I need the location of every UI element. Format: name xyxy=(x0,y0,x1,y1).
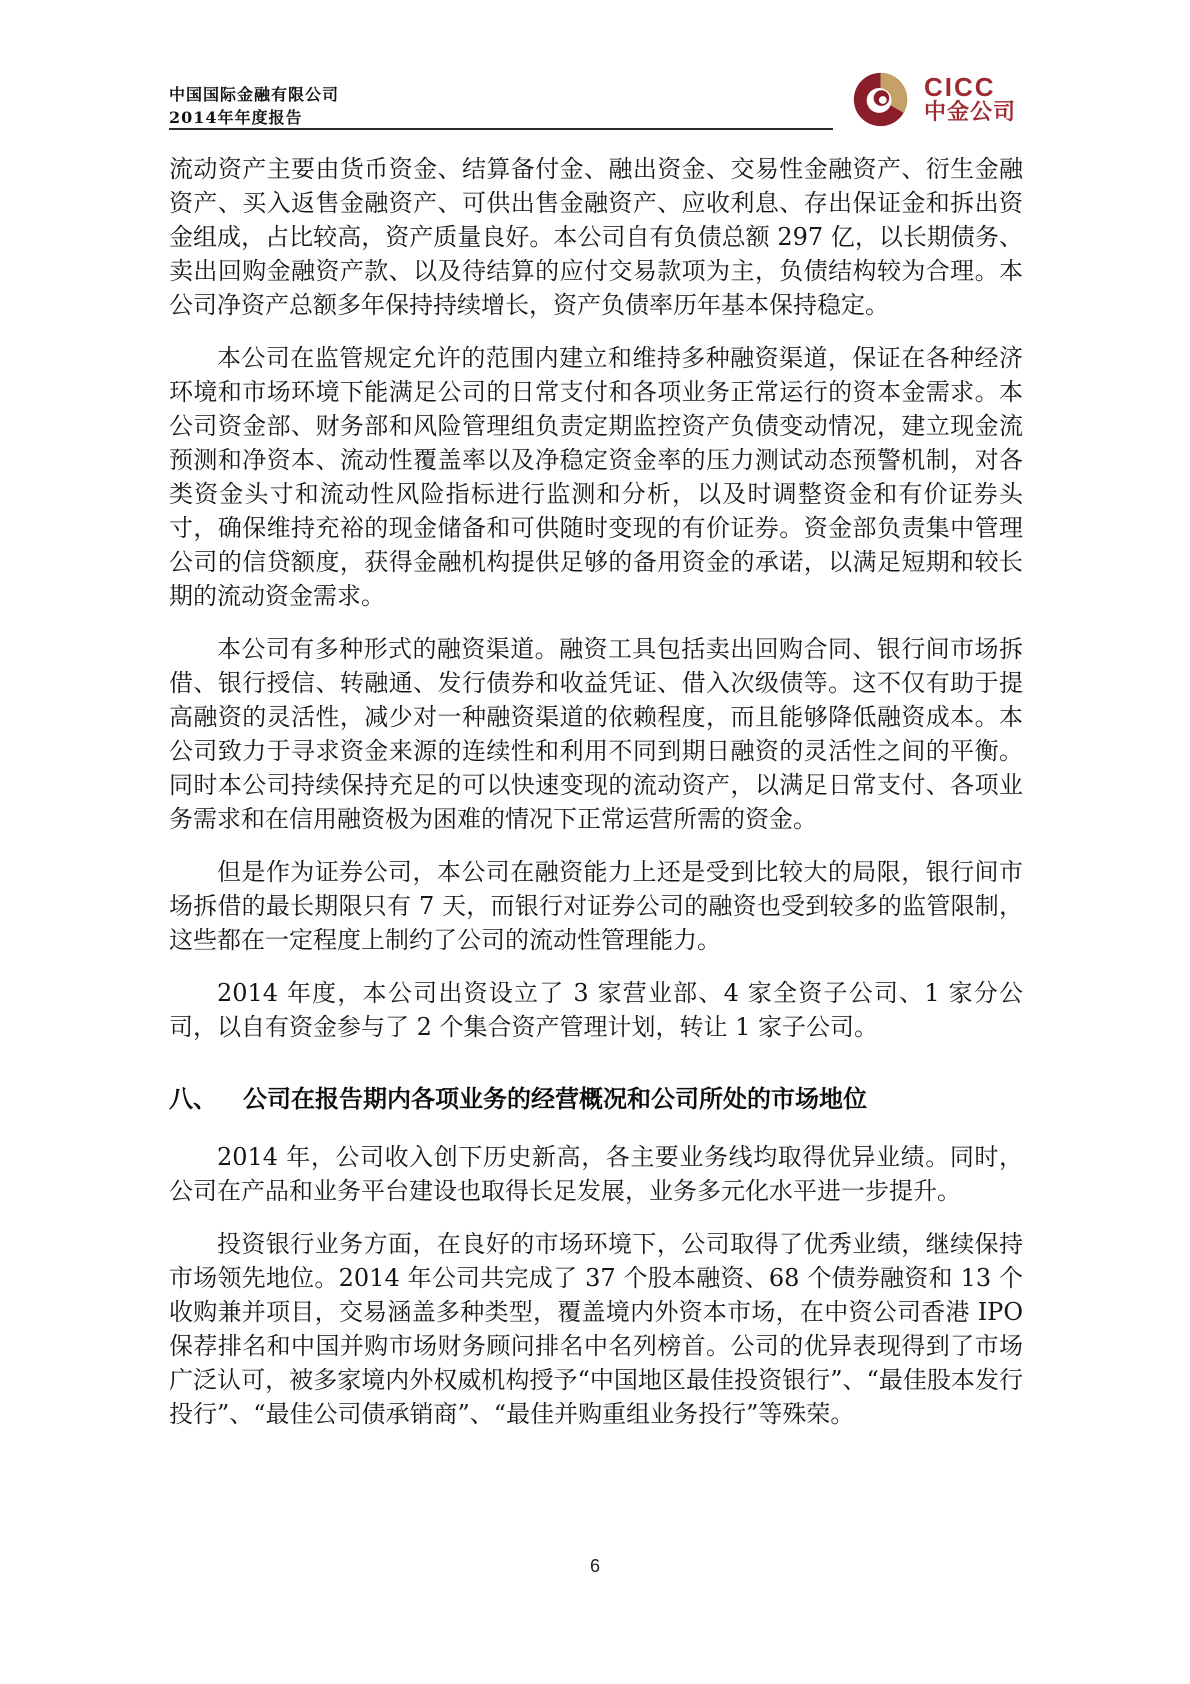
logo-text-cn: 中金公司 xyxy=(924,98,1017,125)
paragraph-2014-establishments: 2014 年度，本公司出资设立了 3 家营业部、4 家全资子公司、1 家分公司，以自有资金参与了 2 个集合资产管理计划，转让 1 家子公司。 xyxy=(169,979,1023,1041)
paragraph-financing-limits: 但是作为证券公司，本公司在融资能力上还是受到比较大的局限，银行间市场拆借的最长期限只有 7 天，而银行对证券公司的融资也受到较多的监管限制，这些都在一定程度上制约了公司的流动性管理能力。 xyxy=(169,858,1023,954)
logo-text-en: CICC xyxy=(924,71,996,102)
page-header xyxy=(169,84,833,128)
paragraph-liquid-assets: 流动资产主要由货币资金、结算备付金、融出资金、交易性金融资产、衍生金融资产、买入返售金融资产、可供出售金融资产、应收利息、存出保证金和拆出资金组成，占比较高，资产质量良好。本公司自有负债总额 297 亿，以长期债务、卖出回购金融资产款、以及待结算的应付交易款项为主，负债结构较为合理。本公司净资产总额多年保持持续增长，资产负债率历年基本保持稳定。 xyxy=(169,155,1023,319)
page-number: 6 xyxy=(589,1556,600,1576)
section-number: 八、 xyxy=(169,1084,217,1113)
report-title: 2014年年度报告 xyxy=(169,108,303,127)
page-footer xyxy=(0,1556,1190,1577)
paragraph-2014-results: 2014 年，公司收入创下历史新高，各主要业务线均取得优异业绩。同时，公司在产品和业务平台建设也取得长足发展，业务多元化水平进一步提升。 xyxy=(169,1143,1023,1205)
cicc-logo-icon xyxy=(852,71,909,128)
logo-wordmark xyxy=(924,71,1017,125)
company-name: 中国国际金融有限公司 xyxy=(169,85,340,104)
cicc-logo xyxy=(852,71,1016,128)
paragraph-investment-banking: 投资银行业务方面，在良好的市场环境下，公司取得了优秀业绩，继续保持市场领先地位。2014 年公司共完成了 37 个股本融资、68 个债券融资和 13 个收购兼并项目，交易涵盖多种类型，覆盖境内外资本市场，在中资公司香港 IPO 保荐排名和中国并购市场财务顾问排名中名列榜首。公司的优异表现得到了市场广泛认可，被多家境内外权威机构授予“中国地区最佳投资银行”、“最佳股本发行投行”、“最佳公司债承销商”、“最佳并购重组业务投行”等殊荣。 xyxy=(169,1230,1023,1428)
header-divider xyxy=(169,128,833,130)
paragraph-financing-channels: 本公司在监管规定允许的范围内建立和维持多种融资渠道，保证在各种经济环境和市场环境下能满足公司的日常支付和各项业务正常运行的资本金需求。本公司资金部、财务部和风险管理组负责定期监控资产负债变动情况，建立现金流预测和净资本、流动性覆盖率以及净稳定资金率的压力测试动态预警机制，对各类资金头寸和流动性风险指标进行监测和分析，以及时调整资金和有价证券头寸，确保维持充裕的现金储备和可供随时变现的有价证券。资金部负责集中管理公司的信贷额度，获得金融机构提供足够的备用资金的承诺，以满足短期和较长期的流动资金需求。 xyxy=(169,344,1023,610)
section-heading-8 xyxy=(169,1082,1023,1116)
section-title: 公司在报告期内各项业务的经营概况和公司所处的市场地位 xyxy=(243,1084,867,1113)
paragraph-financing-tools: 本公司有多种形式的融资渠道。融资工具包括卖出回购合同、银行间市场拆借、银行授信、转融通、发行债券和收益凭证、借入次级债等。这不仅有助于提高融资的灵活性，减少对一种融资渠道的依赖程度，而且能够降低融资成本。本公司致力于寻求资金来源的连续性和利用不同到期日融资的灵活性之间的平衡。同时本公司持续保持充足的可以快速变现的流动资产，以满足日常支付、各项业务需求和在信用融资极为困难的情况下正常运营所需的资金。 xyxy=(169,635,1023,833)
document-body xyxy=(169,152,1023,1450)
